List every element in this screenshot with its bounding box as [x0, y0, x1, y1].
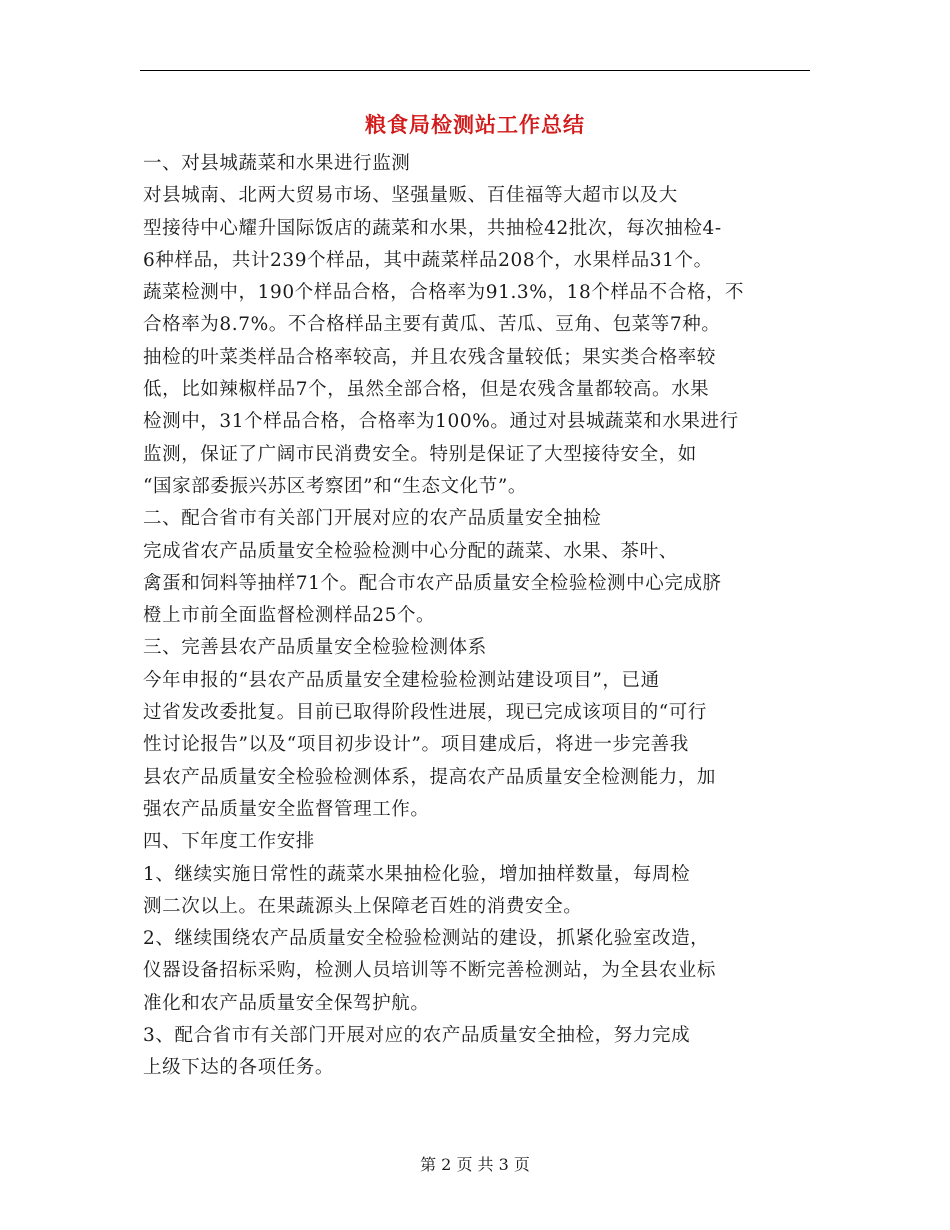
body-line: 合格率为8.7%。不合格样品主要有黄瓜、苦瓜、豆角、包菜等7种。	[143, 314, 721, 336]
body-line: “国家部委振兴苏区考察团”和“生态文化节”。	[143, 475, 528, 497]
body-line: 县农产品质量安全检验检测体系，提高农产品质量安全检测能力，加	[143, 766, 717, 788]
section-heading-1: 一、对县城蔬菜和水果进行监测	[143, 153, 411, 174]
body-line: 蔬菜检测中，190个样品合格，合格率为91.3%，18个样品不合格，不	[143, 282, 745, 304]
body-line: 低，比如辣椒样品7个，虽然全部合格，但是农残含量都较高。水果	[143, 379, 710, 401]
body-line: 型接待中心耀升国际饭店的蔬菜和水果，共抽检42批次，每次抽检4-	[143, 217, 722, 239]
body-line: 过省发改委批复。目前已取得阶段性进展，现已完成该项目的“可行	[143, 702, 707, 724]
body-line: 对县城南、北两大贸易市场、坚强量贩、百佳福等大超市以及大	[143, 185, 678, 207]
section-heading-2: 二、配合省市有关部门开展对应的农产品质量安全抽检	[143, 508, 602, 530]
body-line: 准化和农产品质量安全保驾护航。	[143, 992, 430, 1014]
body-line: 上级下达的各项任务。	[143, 1057, 335, 1079]
page-number: 第 2 页 共 3 页	[420, 1155, 530, 1174]
list-item-3: 3、配合省市有关部门开展对应的农产品质量安全抽检，努力完成	[143, 1025, 691, 1047]
body-line: 检测中，31个样品合格，合格率为100%。通过对县城蔬菜和水果进行	[143, 411, 739, 433]
body-line: 禽蛋和饲料等抽样71个。配合市农产品质量安全检验检测中心完成脐	[143, 572, 722, 594]
body-line: 完成省农产品质量安全检验检测中心分配的蔬菜、水果、茶叶、	[143, 540, 678, 562]
body-line: 强农产品质量安全监督管理工作。	[143, 798, 430, 820]
body-line: 监测，保证了广阔市民消费安全。特别是保证了大型接待安全，如	[143, 443, 697, 465]
body-line: 6种样品，共计239个样品，其中蔬菜样品208个，水果样品31个。	[143, 249, 713, 271]
section-heading-3: 三、完善县农产品质量安全检验检测体系	[143, 637, 487, 659]
header-rule	[140, 70, 810, 71]
body-line: 抽检的叶菜类样品合格率较高，并且农残含量较低；果实类合格率较	[143, 346, 717, 368]
body-line: 橙上市前全面监督检测样品25个。	[143, 605, 436, 627]
body-line: 今年申报的“县农产品质量安全建检验检测站建设项目”，已通	[143, 669, 660, 691]
list-item-2: 2、继续围绕农产品质量安全检验检测站的建设，抓紧化验室改造，	[143, 928, 710, 950]
body-line: 仪器设备招标采购，检测人员培训等不断完善检测站，为全县农业标	[143, 960, 717, 982]
document-body	[143, 148, 808, 1085]
section-heading-4: 四、下年度工作安排	[143, 831, 315, 853]
body-line: 测二次以上。在果蔬源头上保障老百姓的消费安全。	[143, 895, 583, 917]
list-item-1: 1、继续实施日常性的蔬菜水果抽检化验，增加抽样数量，每周检	[143, 863, 691, 885]
body-line: 性讨论报告”以及“项目初步设计”。项目建成后，将进一步完善我	[143, 734, 689, 756]
page-title: 粮食局检测站工作总结	[365, 112, 585, 137]
